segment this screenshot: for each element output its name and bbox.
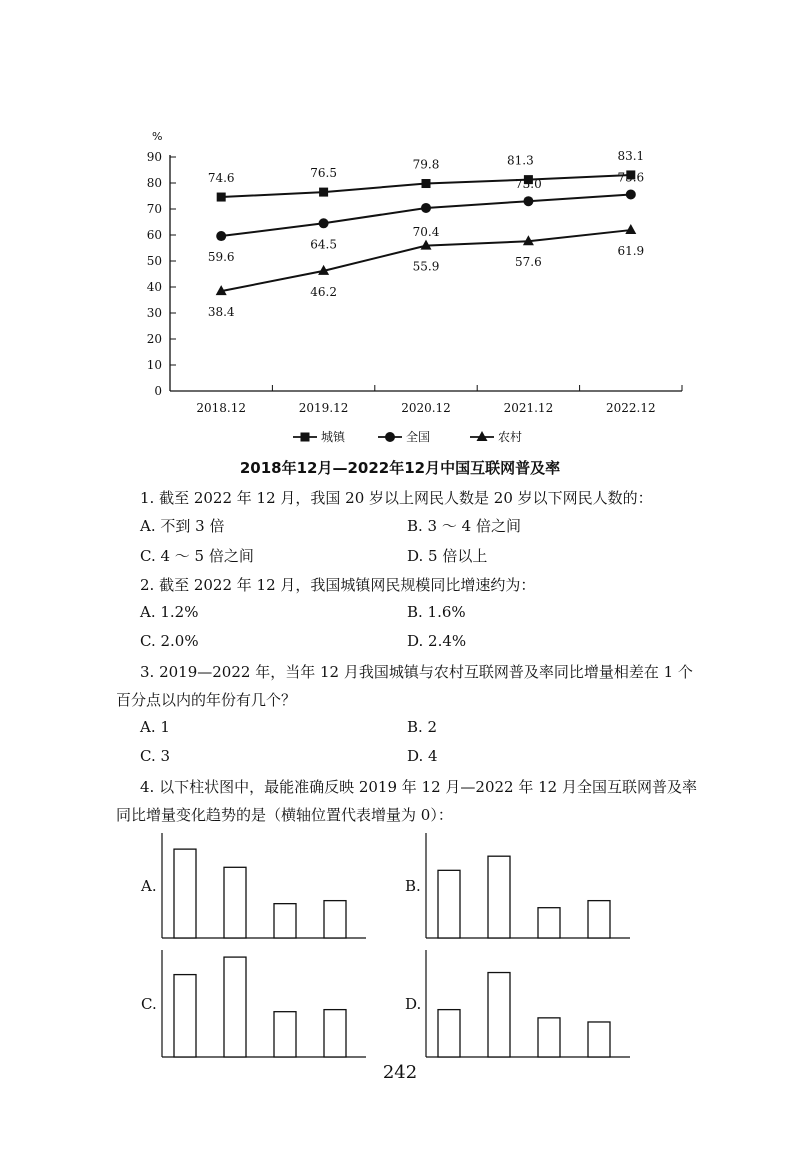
legend-marker-0 [301, 433, 310, 442]
page-number: 242 [382, 1062, 418, 1083]
y-tick-label: 70 [146, 202, 162, 216]
x-tick-label: 2020.12 [401, 401, 451, 415]
mini-bar-chart-d [424, 950, 634, 1060]
series-2-data-label: 55.9 [412, 259, 440, 274]
mini-bar [274, 1012, 296, 1057]
y-tick-label: 60 [146, 228, 162, 242]
question-1-stem: 1. 截至 2022 年 12 月，我国 20 岁以上网民人数是 20 岁以下网民人数的： [140, 489, 653, 507]
y-axis-unit-label: % [152, 130, 163, 143]
q1-option-c: C. 4 ～ 5 倍之间 [140, 547, 254, 565]
series-2-data-label: 57.6 [515, 255, 542, 270]
series-1-point [421, 203, 431, 213]
q2-option-b: B. 1.6% [407, 603, 466, 621]
mini-bar-chart-a [160, 833, 370, 941]
chart-legend [293, 429, 522, 444]
y-tick-label: 0 [154, 384, 162, 398]
legend-marker-2 [477, 431, 488, 441]
internet-penetration-line-chart [0, 0, 800, 450]
mini-bar-chart-b [424, 833, 634, 941]
y-tick-label: 40 [146, 280, 162, 294]
question-4-stem-line-2: 同比增量变化趋势的是（横轴位置代表增量为 0）： [116, 806, 453, 824]
mini-bar [538, 908, 560, 938]
mini-chart-a-label: A. [141, 877, 157, 895]
series-0-data-label: 81.3 [507, 153, 534, 168]
series-2-data-label: 46.2 [310, 284, 337, 299]
mini-bar [224, 867, 246, 938]
chart-title: 2018年12月—2022年12月中国互联网普及率 [239, 459, 561, 477]
y-tick-label: 90 [146, 150, 162, 164]
q3-option-c: C. 3 [140, 747, 171, 765]
series-0-data-label: 76.5 [310, 166, 337, 181]
series-0-point [217, 193, 226, 202]
series-1-point [523, 196, 533, 206]
mini-bar [324, 901, 346, 938]
mini-bar [324, 1010, 346, 1057]
series-1-point [319, 218, 329, 228]
mini-bar [588, 1022, 610, 1057]
series-2-data-label: 38.4 [207, 305, 235, 320]
q1-option-b: B. 3 ～ 4 倍之间 [407, 517, 521, 535]
x-tick-label: 2021.12 [503, 401, 554, 415]
mini-bar [174, 849, 196, 938]
y-tick-label: 50 [146, 254, 162, 268]
q1-option-d: D. 5 倍以上 [407, 547, 488, 565]
y-tick-label: 20 [146, 332, 162, 346]
mini-chart-d-label: D. [405, 995, 422, 1013]
series-1-point [216, 231, 226, 241]
series-2-data-label: 61.9 [617, 244, 645, 259]
series-1-data-label: 64.5 [310, 237, 337, 252]
q2-option-d: D. 2.4% [407, 632, 467, 650]
series-0-data-label: 83.1 [617, 148, 645, 163]
mini-bar-chart-c [160, 950, 370, 1060]
mini-bar [274, 904, 296, 938]
series-1-data-label: 59.6 [207, 250, 235, 265]
series-1-data-label: 75.6 [617, 170, 645, 185]
series-1-data-label: 70.4 [412, 224, 440, 239]
mini-chart-c-label: C. [141, 995, 157, 1013]
legend-label-2: 农村 [498, 430, 523, 444]
series-1-data-label: 73.0 [515, 177, 542, 192]
mini-bar [488, 856, 510, 938]
question-4-stem-line-1: 4. 以下柱状图中，最能准确反映 2019 年 12 月—2022 年 12 月全国互联网普及率 [140, 778, 697, 796]
legend-label-1: 全国 [406, 430, 431, 444]
x-tick-label: 2019.12 [298, 401, 349, 415]
question-2-stem: 2. 截至 2022 年 12 月，我国城镇网民规模同比增速约为： [140, 576, 536, 594]
q2-option-c: C. 2.0% [140, 632, 199, 650]
series-2-point [625, 224, 636, 234]
question-3-stem-line-2: 百分点以内的年份有几个？ [116, 691, 297, 709]
legend-label-0: 城镇 [321, 430, 346, 444]
series-0-data-label: 74.6 [207, 171, 235, 186]
q1-option-a: A. 不到 3 倍 [140, 517, 225, 535]
x-tick-label: 2018.12 [196, 401, 247, 415]
mini-bar [588, 901, 610, 938]
series-0-point [422, 179, 431, 188]
mini-bar [488, 973, 510, 1057]
question-3-stem-line-1: 3. 2019—2022 年，当年 12 月我国城镇与农村互联网普及率同比增量相差在 1 个 [140, 663, 693, 681]
q2-option-a: A. 1.2% [140, 603, 199, 621]
mini-bar [174, 975, 196, 1057]
y-tick-label: 30 [146, 306, 162, 320]
series-0-data-label: 79.8 [412, 157, 440, 172]
mini-bar [438, 1010, 460, 1057]
x-tick-label: 2022.12 [605, 401, 656, 415]
mini-bar [224, 957, 246, 1057]
q3-option-d: D. 4 [407, 747, 438, 765]
series-1-point [626, 189, 636, 199]
y-tick-label: 80 [146, 176, 162, 190]
y-tick-label: 10 [146, 358, 162, 372]
chart-series [208, 149, 644, 319]
mini-bar [438, 870, 460, 938]
q3-option-a: A. 1 [140, 718, 170, 736]
mini-bar [538, 1018, 560, 1057]
legend-marker-1 [385, 432, 395, 442]
series-0-point [319, 188, 328, 197]
mini-chart-b-label: B. [405, 877, 421, 895]
q3-option-b: B. 2 [407, 718, 438, 736]
